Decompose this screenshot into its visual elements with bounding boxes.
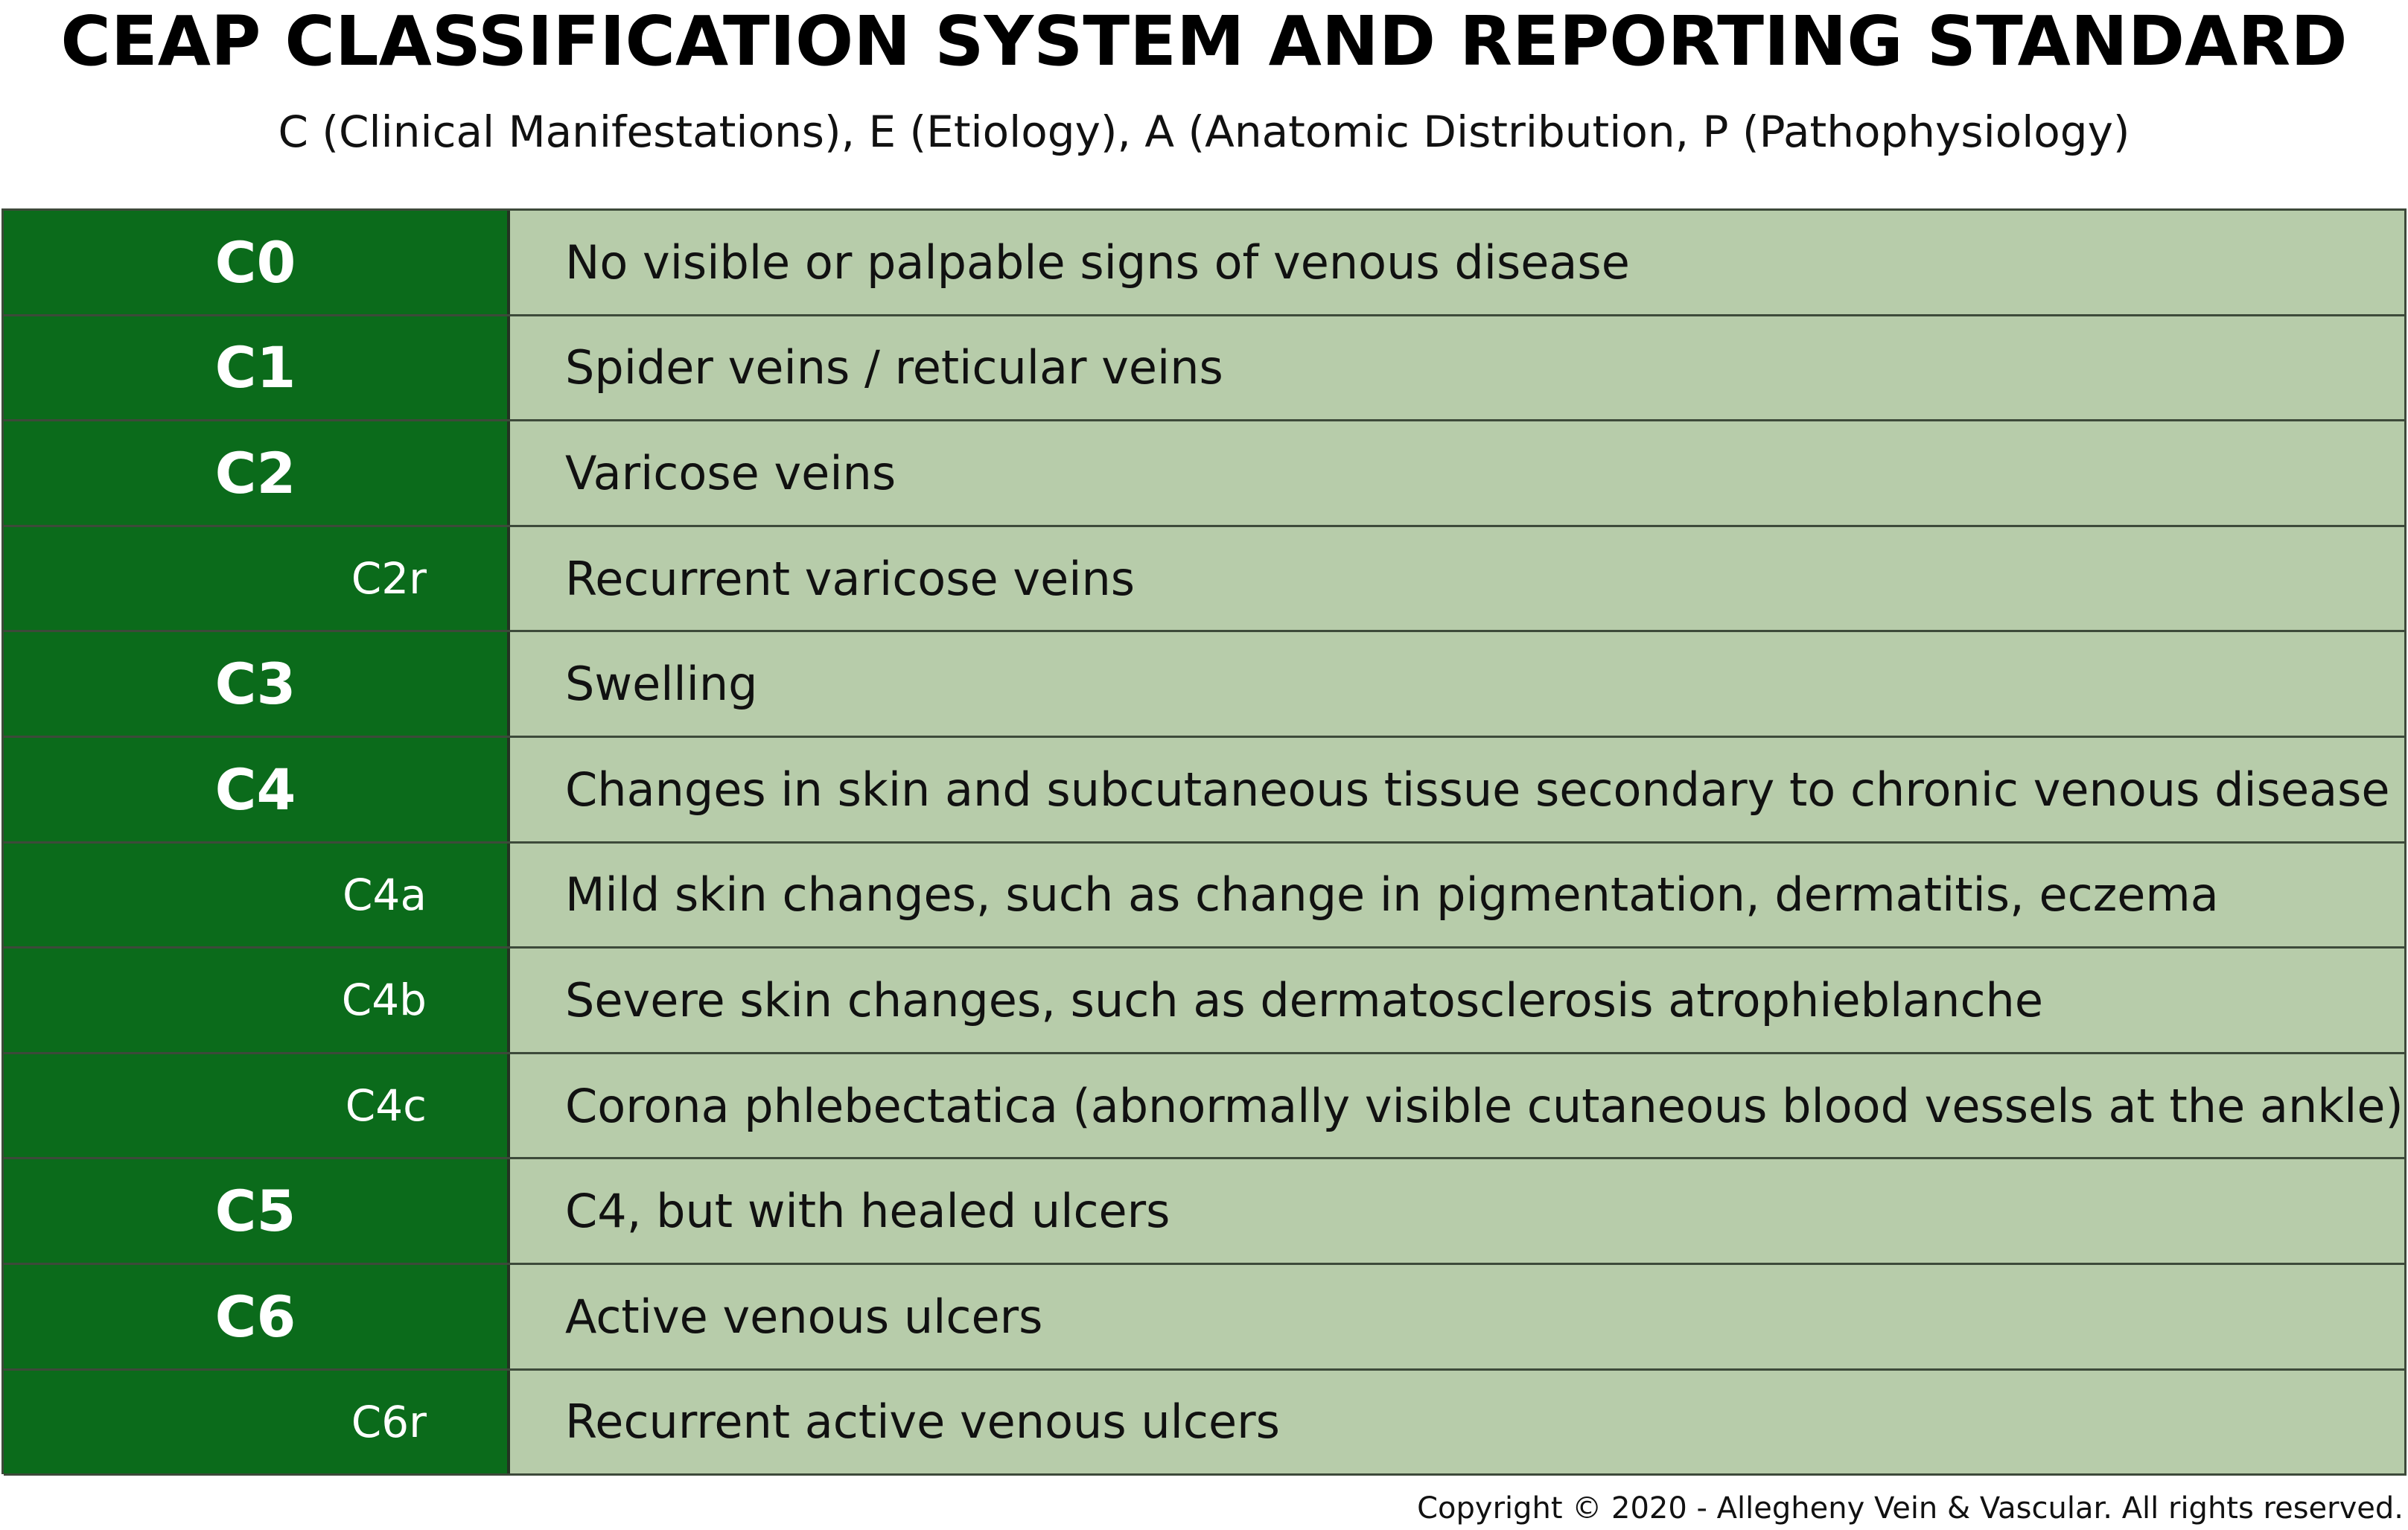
code-label: C4	[214, 756, 296, 823]
code-cell	[4, 1159, 510, 1263]
description-cell: C4, but with healed ulcers	[510, 1159, 2407, 1263]
code-label: C5	[214, 1178, 296, 1245]
subcode-label: C6r	[351, 1396, 427, 1447]
code-cell	[4, 421, 510, 525]
subcode-label: C4c	[345, 1080, 427, 1132]
subcode-label: C4a	[343, 869, 427, 920]
code-cell	[4, 1265, 510, 1368]
page-subtitle: C (Clinical Manifestations), E (Etiology), A (Anatomic Distribution, P (Pathophysiology)	[278, 106, 2130, 157]
description-cell: Swelling	[510, 632, 2407, 736]
table-row	[4, 1159, 2407, 1265]
table-row	[4, 527, 2407, 633]
description-cell: Severe skin changes, such as dermatosclerosis atrophieblanche	[510, 949, 2407, 1052]
table-row	[4, 1265, 2407, 1371]
code-cell	[4, 949, 510, 1052]
description-cell: No visible or palpable signs of venous disease	[510, 211, 2407, 314]
code-cell	[4, 1054, 510, 1158]
subcode-label: C2r	[351, 553, 427, 605]
description-cell: Active venous ulcers	[510, 1265, 2407, 1368]
ceap-table	[1, 208, 2407, 1474]
description-cell: Recurrent active venous ulcers	[510, 1371, 2407, 1474]
description-cell: Recurrent varicose veins	[510, 527, 2407, 631]
code-label: C0	[214, 229, 296, 296]
table-row	[4, 844, 2407, 949]
description-cell: Corona phlebectatica (abnormally visible cutaneous blood vessels at the ankle)	[510, 1054, 2407, 1158]
code-cell	[4, 211, 510, 314]
description-cell: Spider veins / reticular veins	[510, 316, 2407, 420]
description-cell: Varicose veins	[510, 421, 2407, 525]
code-label: C6	[214, 1283, 296, 1350]
code-cell	[4, 844, 510, 947]
code-cell	[4, 1371, 510, 1474]
table-row	[4, 632, 2407, 738]
table-row	[4, 421, 2407, 527]
table-row	[4, 738, 2407, 844]
subcode-label: C4b	[341, 975, 427, 1026]
code-label: C3	[214, 651, 296, 718]
table-row	[4, 316, 2407, 422]
description-cell: Mild skin changes, such as change in pigmentation, dermatitis, eczema	[510, 844, 2407, 947]
table-row	[4, 1054, 2407, 1160]
table-row	[4, 211, 2407, 316]
copyright-notice: Copyright © 2020 - Allegheny Vein & Vascular. All rights reserved.	[1417, 1491, 2404, 1526]
table-row	[4, 949, 2407, 1054]
code-cell	[4, 738, 510, 841]
table-row	[4, 1371, 2407, 1476]
code-cell	[4, 632, 510, 736]
code-label: C2	[214, 439, 296, 506]
description-cell: Changes in skin and subcutaneous tissue secondary to chronic venous disease	[510, 738, 2407, 841]
code-label: C1	[214, 334, 296, 401]
code-cell	[4, 527, 510, 631]
code-cell	[4, 316, 510, 420]
page-title: CEAP CLASSIFICATION SYSTEM AND REPORTING STANDARD	[60, 1, 2348, 81]
